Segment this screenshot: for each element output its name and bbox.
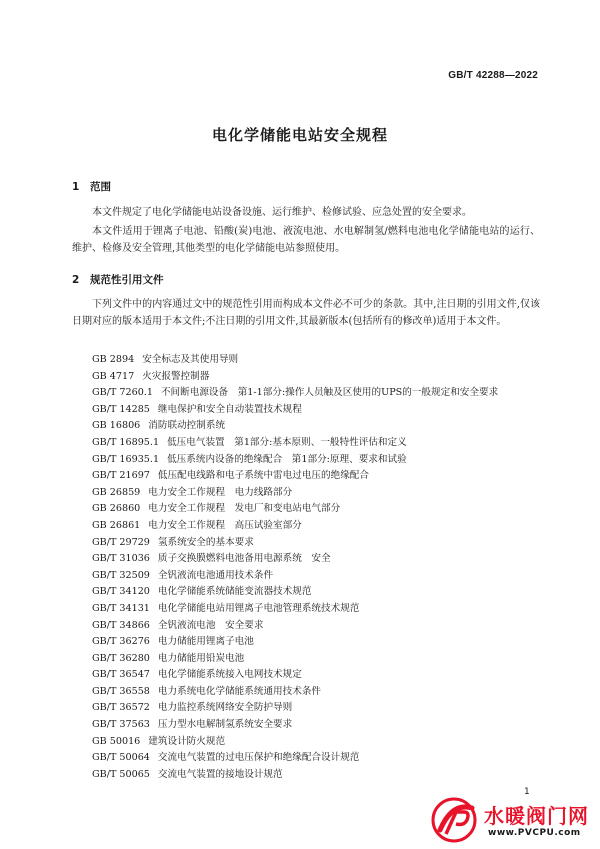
reference-code: GB/T 34131 <box>92 602 150 614</box>
reference-code: GB 4717 <box>92 370 135 382</box>
reference-title: 继电保护和安全自动装置技术规程 <box>157 403 302 415</box>
reference-title: 交流电气装置的过电压保护和绝缘配合设计规范 <box>157 752 360 764</box>
reference-code: GB/T 50064 <box>92 752 150 764</box>
reference-code: GB 26860 <box>92 503 141 515</box>
reference-code: GB/T 29729 <box>92 536 150 548</box>
watermark-site-name: 水暖阀门网 <box>484 804 589 828</box>
reference-code: GB 26859 <box>92 486 141 498</box>
reference-title: 电化学储能系统接入电网技术规定 <box>157 669 302 681</box>
reference-title: 全钒液流电池通用技术条件 <box>157 569 274 581</box>
site-watermark <box>430 796 600 844</box>
reference-title: 不间断电源设备 第1-1部分:操作人员触及区使用的UPS的一般规定和安全要求 <box>160 387 499 399</box>
document-title: 电化学储能电站安全规程 <box>211 126 388 144</box>
reference-code: GB/T 14285 <box>92 403 150 415</box>
reference-title: 安全标志及其使用导则 <box>142 354 239 365</box>
reference-title: 全钒液流电池 安全要求 <box>157 619 264 631</box>
reference-title: 电力安全工作规程 发电厂和变电站电气部分 <box>148 503 341 515</box>
reference-title: 消防联动控制系统 <box>148 420 226 432</box>
references-intro-paragraph: 下列文件中的内容通过文中的规范性引用而构成本文件必不可少的条款。其中,注日期的引用文件,仅该日期对应的版本适用于本文件;不注日期的引用文件,其最新版本(包括所有的修改单)适用于本文件。 <box>72 299 540 327</box>
reference-title: 压力型水电解制氢系统安全要求 <box>157 719 293 731</box>
reference-title: 低压电气装置 第1部分:基本原则、一般特性评估和定义 <box>167 436 407 448</box>
reference-code: GB/T 36572 <box>92 702 150 714</box>
section-heading-scope <box>72 179 111 194</box>
section-title: 规范性引用文件 <box>90 274 164 286</box>
reference-code: GB 50016 <box>92 735 141 747</box>
reference-list <box>72 352 540 783</box>
reference-title: 电力储能用锂离子电池 <box>157 636 254 648</box>
section-number: 1 <box>72 181 80 193</box>
reference-title: 质子交换膜燃料电池备用电源系统 安全 <box>157 553 331 565</box>
reference-title: 火灾报警控制器 <box>142 370 210 382</box>
reference-code: GB/T 21697 <box>92 470 150 482</box>
reference-title: 氢系统安全的基本要求 <box>157 536 254 548</box>
reference-title: 低压系统内设备的绝缘配合 第1部分:原理、要求和试验 <box>167 453 407 465</box>
reference-title: 建筑设计防火规范 <box>148 735 226 747</box>
standard-code: GB/T 42288—2022 <box>448 70 538 81</box>
page-number: 1 <box>524 787 530 797</box>
reference-code: GB 2894 <box>92 354 135 365</box>
reference-code: GB/T 36276 <box>92 636 150 648</box>
reference-title: 交流电气装置的接地设计规范 <box>157 768 283 780</box>
section-title: 范围 <box>90 181 111 193</box>
reference-code: GB/T 34120 <box>92 586 150 598</box>
reference-title: 电力安全工作规程 电力线路部分 <box>148 486 293 498</box>
reference-title: 低压配电线路和电子系统中雷电过电压的绝缘配合 <box>157 470 369 482</box>
reference-code: GB/T 16895.1 <box>92 436 160 448</box>
reference-title: 电力安全工作规程 高压试验室部分 <box>148 519 302 531</box>
reference-code: GB 26861 <box>92 519 141 531</box>
reference-title: 电化学储能电站用锂离子电池管理系统技术规范 <box>157 602 360 614</box>
reference-code: GB/T 32509 <box>92 569 150 581</box>
reference-code: GB/T 36558 <box>92 685 150 697</box>
reference-code: GB/T 37563 <box>92 719 150 731</box>
reference-title: 电力监控系统网络安全防护导则 <box>157 702 293 714</box>
reference-title: 电力储能用铅炭电池 <box>157 652 245 664</box>
reference-code: GB 16806 <box>92 420 141 432</box>
section-heading-normative-references <box>72 272 164 287</box>
scope-paragraph-1: 本文件规定了电化学储能电站设备设施、运行维护、检修试验、应急处置的安全要求。 <box>92 207 472 218</box>
reference-title: 电力系统电化学储能系统通用技术条件 <box>157 685 322 697</box>
section-number: 2 <box>72 274 80 286</box>
reference-code: GB/T 31036 <box>92 553 150 565</box>
reference-code: GB/T 34866 <box>92 619 150 631</box>
reference-code: GB/T 50065 <box>92 768 150 780</box>
scope-paragraph-2: 本文件适用于锂离子电池、铅酸(炭)电池、液流电池、水电解制氢/燃料电池电化学储能电站的运行、维护、检修及安全管理,其他类型的电化学储能电站参照使用。 <box>72 226 540 254</box>
reference-code: GB/T 36280 <box>92 652 150 664</box>
reference-code: GB/T 16935.1 <box>92 453 160 465</box>
watermark-logo-icon <box>430 796 480 844</box>
reference-code: GB/T 7260.1 <box>92 387 153 399</box>
reference-code: GB/T 36547 <box>92 669 150 681</box>
reference-title: 电化学储能系统储能变流器技术规范 <box>157 586 312 598</box>
watermark-site-url: www.PVCPU.com <box>488 828 581 838</box>
